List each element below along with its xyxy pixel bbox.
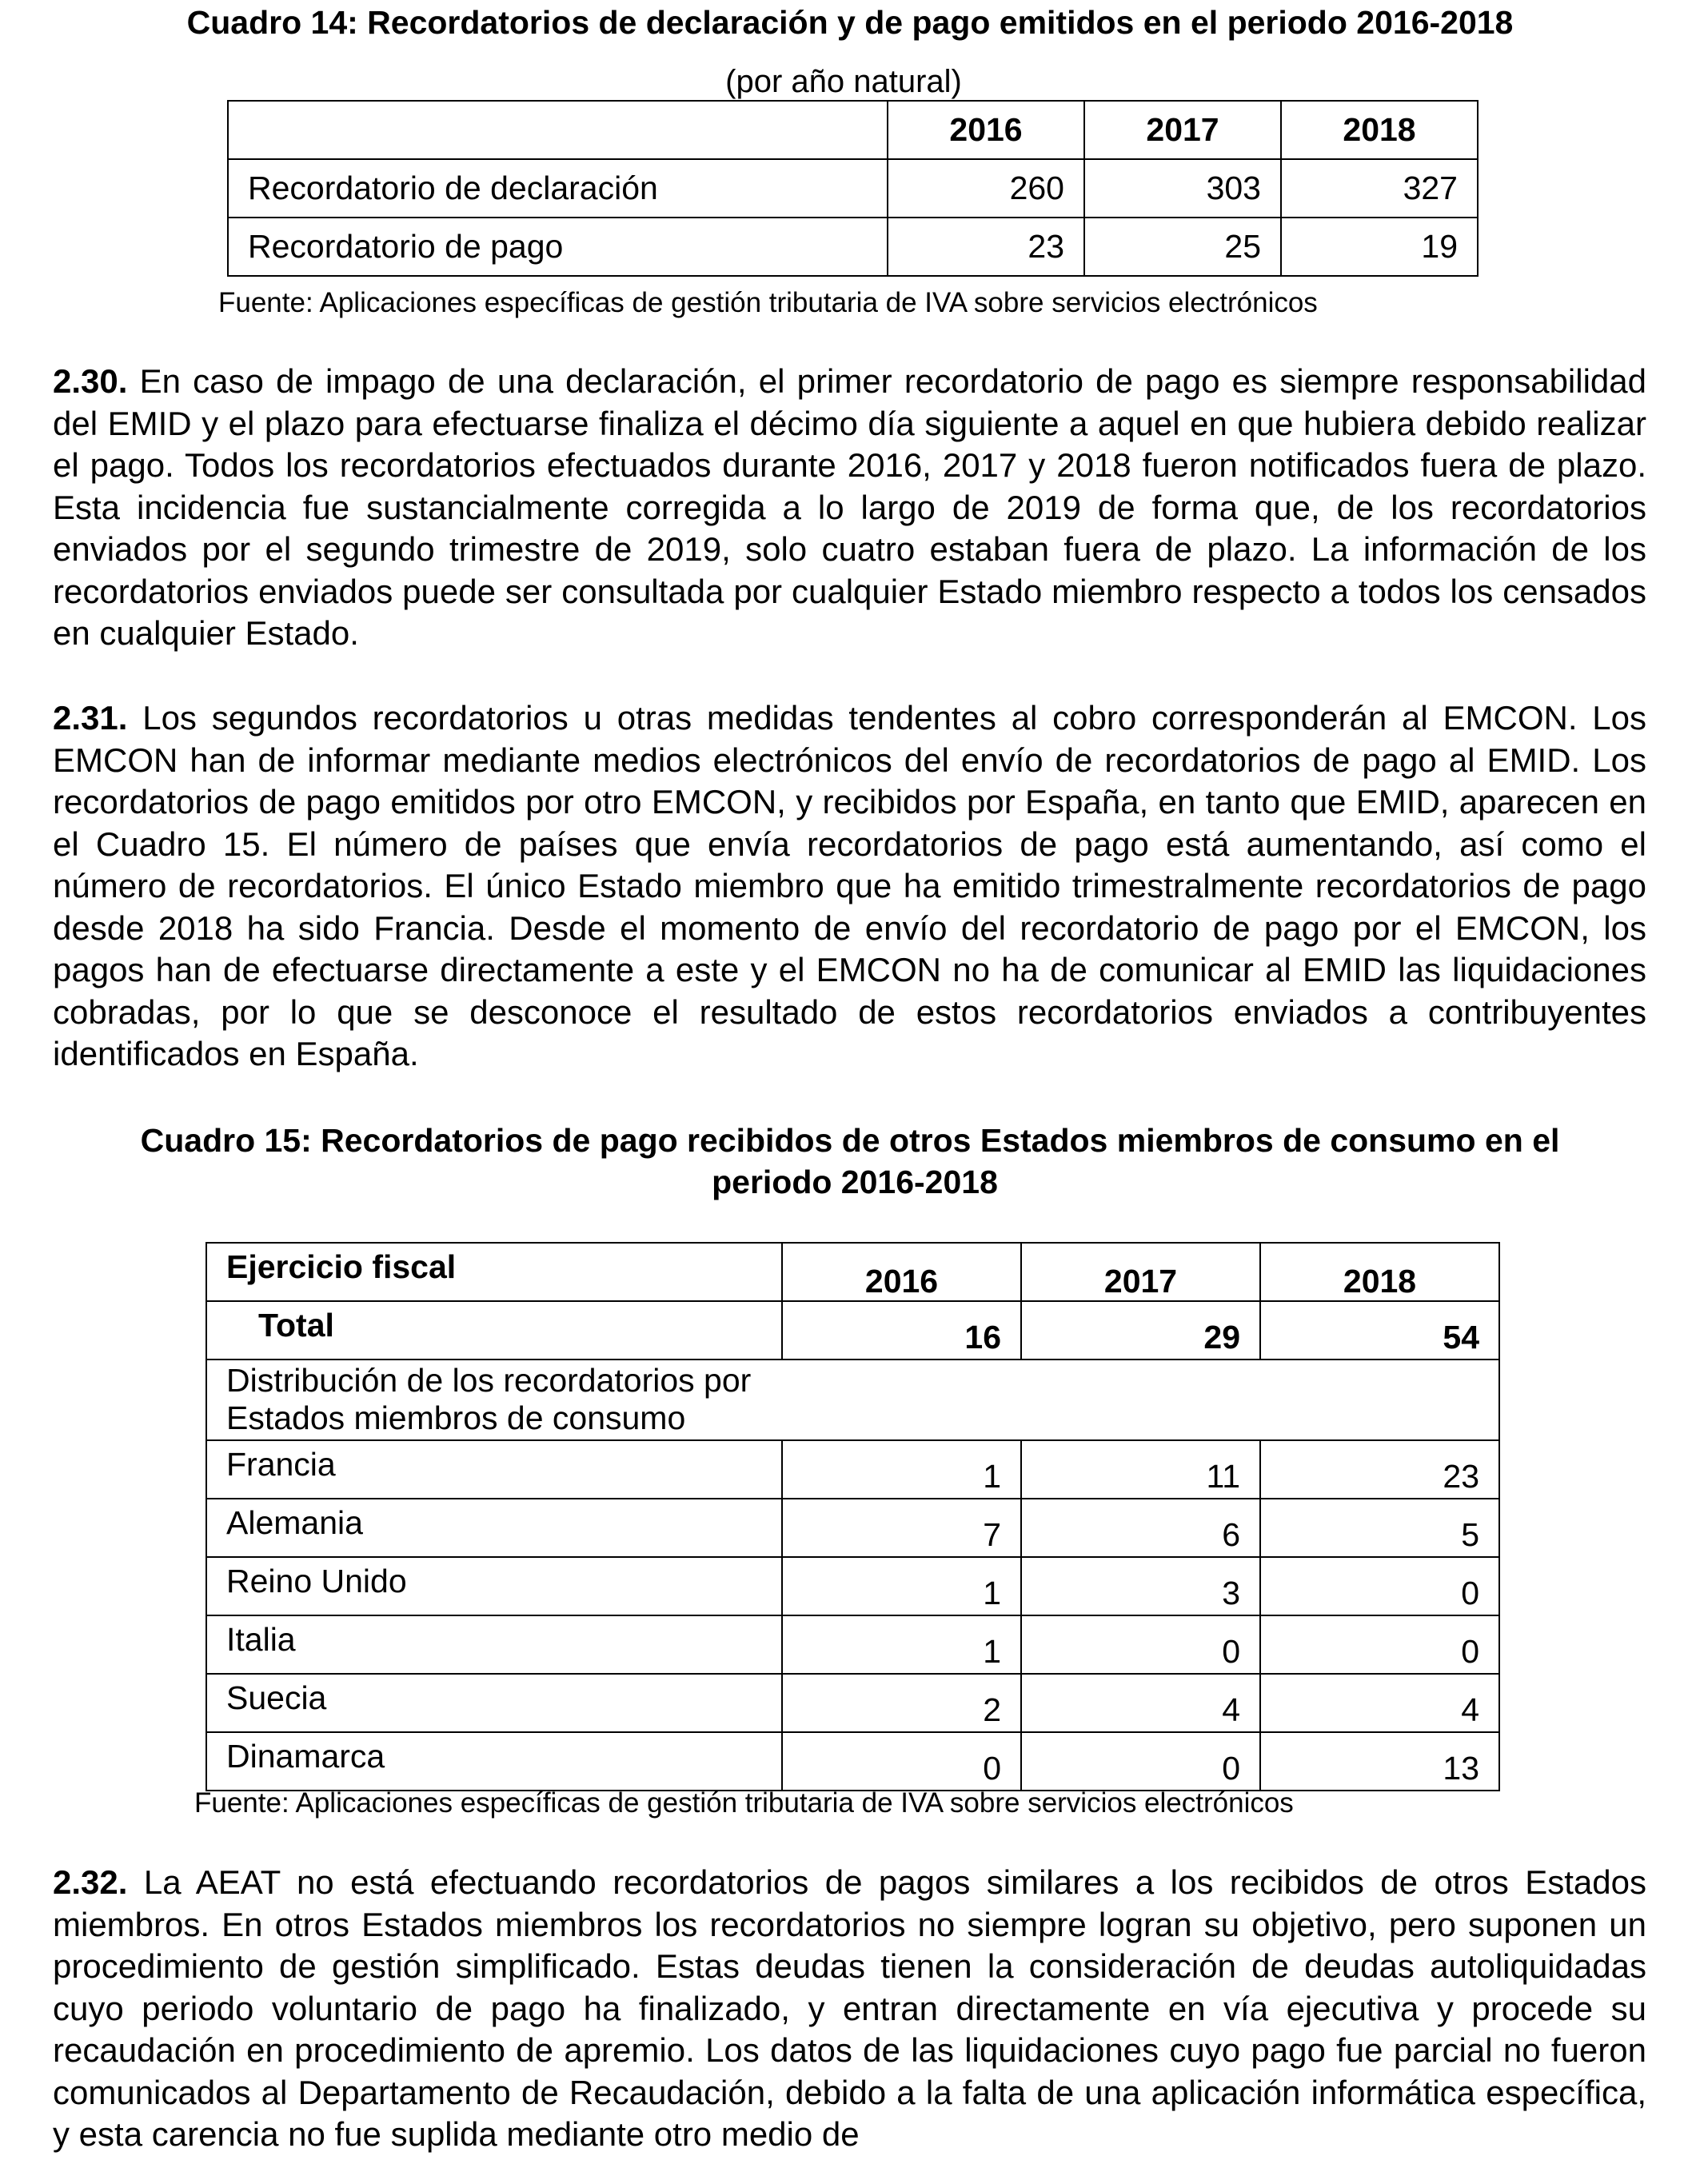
paragraph-text: En caso de impago de una declaración, el primer recordatorio de pago es siempre responsabilidad del EMID y el plazo para efectuarse finaliza el décimo día siguiente a aquel en que hubiera debido realizar el pago. Todos los recordatorios efectuados durante 2016, 2017 y 2018 fueron notificados fuera de plazo. Esta incidencia fue sustancialmente corregida a lo largo de 2019 de forma que, de los recordatorios enviados por el segundo trimestre de 2019, solo cuatro estaban fuera de plazo. La información de los recordatorios enviados puede ser consultada por cualquier Estado miembro respecto a todos los censados en cualquier Estado. <box>53 362 1646 652</box>
table15-total-cell: 29 <box>1021 1301 1260 1360</box>
table14 <box>227 100 1479 277</box>
table14-cell: 327 <box>1281 159 1478 218</box>
table14-row-label: Recordatorio de pago <box>228 218 888 276</box>
table15-total-row <box>206 1301 1499 1360</box>
table15-caption-line2: periodo 2016-2018 <box>712 1164 998 1200</box>
table-row <box>206 1674 1499 1732</box>
table14-cell: 19 <box>1281 218 1478 276</box>
table15-header-row <box>206 1243 1499 1301</box>
table15-header-2016: 2016 <box>782 1243 1021 1301</box>
table-row <box>228 159 1478 218</box>
paragraph-2-32 <box>53 1862 1646 2156</box>
paragraph-number: 2.32. <box>53 1863 128 1901</box>
table14-caption: Cuadro 14: Recordatorios de declaración y de pago emitidos en el periodo 2016-2018 <box>186 4 1514 41</box>
table14-row-label: Recordatorio de declaración <box>228 159 888 218</box>
table15-caption-line1: Cuadro 15: Recordatorios de pago recibidos de otros Estados miembros de consumo en el <box>140 1122 1560 1159</box>
table14-cell: 25 <box>1084 218 1281 276</box>
table15-header-label: Ejercicio fiscal <box>206 1243 782 1301</box>
table15-cell: 11 <box>1021 1440 1260 1499</box>
table15-country-label: Francia <box>206 1440 782 1499</box>
table15-header-2017: 2017 <box>1021 1243 1260 1301</box>
table15-country-label: Alemania <box>206 1499 782 1557</box>
table15-cell: 5 <box>1260 1499 1499 1557</box>
paragraph-number: 2.30. <box>53 362 128 400</box>
table15-cell: 1 <box>782 1440 1021 1499</box>
table15-total-label: Total <box>206 1301 782 1360</box>
paragraph-number: 2.31. <box>53 699 128 737</box>
table15-cell: 6 <box>1021 1499 1260 1557</box>
table15-cell: 1 <box>782 1557 1021 1615</box>
table14-subcaption: (por año natural) <box>725 64 962 99</box>
table15-distribution-row <box>206 1360 1499 1440</box>
table14-cell: 303 <box>1084 159 1281 218</box>
table15-cell: 4 <box>1260 1674 1499 1732</box>
table14-cell: 260 <box>888 159 1084 218</box>
table15-country-label: Italia <box>206 1615 782 1674</box>
table14-header-row <box>228 101 1478 159</box>
table15-distribution-label <box>206 1360 1499 1440</box>
table15-cell: 23 <box>1260 1440 1499 1499</box>
table15-cell: 3 <box>1021 1557 1260 1615</box>
table15-distribution-line2: Estados miembros de consumo <box>226 1399 686 1436</box>
table-row <box>206 1440 1499 1499</box>
table15-country-label: Suecia <box>206 1674 782 1732</box>
table15-cell: 4 <box>1021 1674 1260 1732</box>
table-row <box>206 1557 1499 1615</box>
paragraph-2-31 <box>53 697 1646 1076</box>
table15-distribution-line1: Distribución de los recordatorios por <box>226 1362 752 1399</box>
table15-country-label: Dinamarca <box>206 1732 782 1791</box>
table15-header-2018: 2018 <box>1260 1243 1499 1301</box>
table14-source: Fuente: Aplicaciones específicas de gestión tributaria de IVA sobre servicios electrónicos <box>218 287 1318 318</box>
table-row <box>206 1732 1499 1791</box>
paragraph-2-30 <box>53 361 1646 655</box>
table15-cell: 0 <box>782 1732 1021 1791</box>
table15-country-label: Reino Unido <box>206 1557 782 1615</box>
table15-source: Fuente: Aplicaciones específicas de gestión tributaria de IVA sobre servicios electrónicos <box>194 1787 1294 1819</box>
table15-cell: 7 <box>782 1499 1021 1557</box>
paragraph-text: La AEAT no está efectuando recordatorios de pagos similares a los recibidos de otros Estados miembros. En otros Estados miembros los recordatorios no siempre logran su objetivo, pero suponen un procedimiento de gestión simplificado. Estas deudas tienen la consideración de deudas autoliquidadas cuyo periodo voluntario de pago ha finalizado, y entran directamente en vía ejecutiva y procede su recaudación en procedimiento de apremio. Los datos de las liquidaciones cuyo pago fue parcial no fueron comunicados al Departamento de Recaudación, debido a la falta de una aplicación informática específica, y esta carencia no fue suplida mediante otro medio de <box>53 1863 1647 2153</box>
table15-cell: 0 <box>1260 1615 1499 1674</box>
table-row <box>206 1615 1499 1674</box>
table15-cell: 13 <box>1260 1732 1499 1791</box>
table15-cell: 0 <box>1260 1557 1499 1615</box>
table15-cell: 1 <box>782 1615 1021 1674</box>
table15-cell: 2 <box>782 1674 1021 1732</box>
table14-header-empty <box>228 101 888 159</box>
table14-header-2017: 2017 <box>1084 101 1281 159</box>
table-row <box>206 1499 1499 1557</box>
table15-cell: 0 <box>1021 1732 1260 1791</box>
paragraph-text: Los segundos recordatorios u otras medidas tendentes al cobro corresponderán al EMCON. Los EMCON han de informar mediante medios electrónicos del envío de recordatorios de pago al EMID. Los recordatorios de pago emitidos por otro EMCON, y recibidos por España, en tanto que EMID, aparecen en el Cuadro 15. El número de países que envía recordatorios de pago está aumentando, así como el número de recordatorios. El único Estado miembro que ha emitido trimestralmente recordatorios de pago desde 2018 ha sido Francia. Desde el momento de envío del recordatorio de pago por el EMCON, los pagos han de efectuarse directamente a este y el EMCON no ha de comunicar al EMID las liquidaciones cobradas, por lo que se desconoce el resultado de estos recordatorios enviados a contribuyentes identificados en España. <box>53 699 1646 1072</box>
table15-total-cell: 16 <box>782 1301 1021 1360</box>
table14-header-2018: 2018 <box>1281 101 1478 159</box>
table14-header-2016: 2016 <box>888 101 1084 159</box>
table-row <box>228 218 1478 276</box>
table15-cell: 0 <box>1021 1615 1260 1674</box>
table14-cell: 23 <box>888 218 1084 276</box>
table15 <box>206 1242 1500 1791</box>
table15-total-cell: 54 <box>1260 1301 1499 1360</box>
